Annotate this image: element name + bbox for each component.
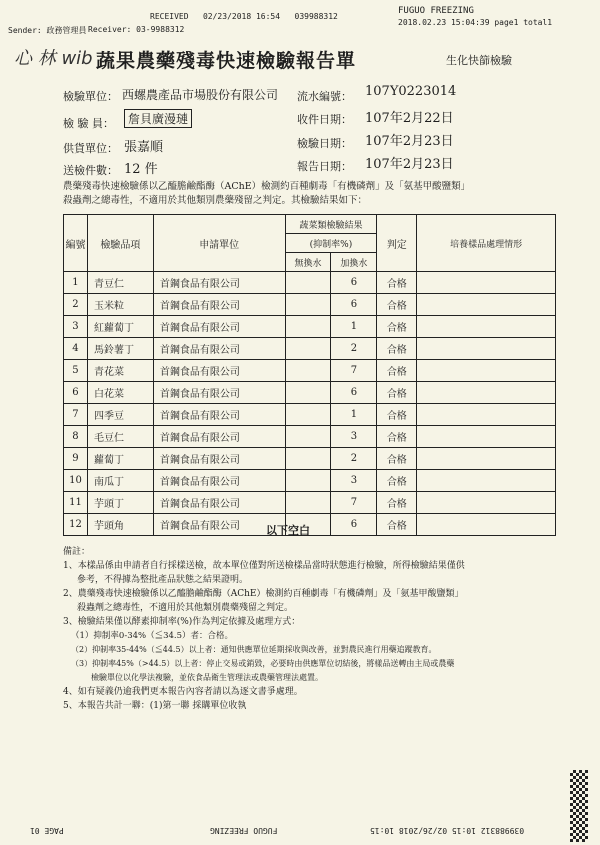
report-title: 蔬果農藥殘毒快速檢驗報告單	[96, 50, 357, 72]
row-no-water	[285, 338, 331, 360]
header-action: 培養樣品處理情形	[417, 215, 556, 272]
unit-label: 檢驗單位：	[63, 90, 118, 103]
row-item: 毛豆仁	[87, 426, 153, 448]
row-no: 12	[64, 514, 88, 536]
row-water: 2	[331, 338, 377, 360]
table-row	[64, 492, 556, 514]
row-action	[417, 360, 556, 382]
table-row	[64, 338, 556, 360]
row-action	[417, 426, 556, 448]
row-water: 6	[331, 514, 377, 536]
header-applicant: 申請單位	[153, 215, 285, 272]
tested-date-label: 檢驗日期：	[297, 137, 352, 150]
row-no: 11	[64, 492, 88, 514]
row-action	[417, 294, 556, 316]
footer-stamp: 039988312 10:15 02/26/2018 10:15	[370, 826, 525, 835]
row-no: 8	[64, 426, 88, 448]
row-applicant: 首鋼食品有限公司	[153, 382, 285, 404]
serial-label: 流水編號：	[297, 90, 352, 103]
row-no: 9	[64, 448, 88, 470]
row-verdict: 合格	[377, 492, 417, 514]
row-no: 3	[64, 316, 88, 338]
row-action	[417, 492, 556, 514]
row-item: 紅蘿蔔丁	[87, 316, 153, 338]
row-no-water	[285, 294, 331, 316]
row-water: 6	[331, 294, 377, 316]
table-row	[64, 426, 556, 448]
table-row	[64, 404, 556, 426]
note-3: 3、檢驗結果僅以酵素抑制率(%)作為判定依據及處理方式：	[63, 617, 301, 627]
row-applicant: 首鋼食品有限公司	[153, 294, 285, 316]
header-water: 加換水	[331, 253, 377, 272]
row-verdict: 合格	[377, 338, 417, 360]
row-water: 1	[331, 316, 377, 338]
row-action	[417, 316, 556, 338]
row-verdict: 合格	[377, 514, 417, 536]
row-action	[417, 338, 556, 360]
supplier-value: 張嘉順	[124, 140, 164, 155]
row-item: 芋頭角	[87, 514, 153, 536]
supplier-label: 供貨單位：	[63, 142, 118, 155]
received-date-label: 收件日期：	[297, 113, 352, 126]
fax-received-stamp	[150, 12, 338, 21]
row-no-water	[285, 382, 331, 404]
row-applicant: 首鋼食品有限公司	[153, 426, 285, 448]
note-5: 5、本報告共計一聯：(1)第一聯 採購單位收執	[63, 701, 247, 711]
row-applicant: 首鋼食品有限公司	[153, 448, 285, 470]
blank-below-note: 以下空白	[266, 524, 310, 537]
row-action	[417, 470, 556, 492]
row-water: 2	[331, 448, 377, 470]
row-applicant: 首鋼食品有限公司	[153, 360, 285, 382]
row-water: 3	[331, 470, 377, 492]
row-water: 7	[331, 360, 377, 382]
note-3b: （2）抑制率35-44%（≦44.5）以上者：通知供應單位延期採收與改善，並對農民進行用藥追蹤教育。	[71, 645, 437, 654]
row-water: 6	[331, 272, 377, 294]
row-action	[417, 448, 556, 470]
intro-line-2: 殺蟲劑之總毒性，不適用於其他類別農藥殘留之判定。其檢驗結果如下：	[63, 195, 368, 206]
row-action	[417, 382, 556, 404]
count-value: 12 件	[124, 162, 158, 177]
inspector-stamp: 詹貝廣漫璉	[124, 109, 192, 128]
intro-line-1: 農藥殘毒快速檢驗係以乙醯膽鹼酯酶（AChE）檢測約百種劇毒「有機磷劑」及「氨基甲酸鹽類」	[63, 181, 471, 192]
row-item: 青花菜	[87, 360, 153, 382]
row-item: 四季豆	[87, 404, 153, 426]
row-no-water	[285, 426, 331, 448]
note-4: 4、如有疑義仍逾我們更本報告內容者請以為逐文書爭處理。	[63, 687, 303, 697]
footer-brand: FUGUO FREEZING	[210, 826, 278, 835]
table-row	[64, 448, 556, 470]
row-action	[417, 404, 556, 426]
fax-brand: FUGUO FREEZING	[398, 6, 474, 16]
fax-page-info: 2018.02.23 15:04:39 page1 total1	[398, 18, 553, 27]
row-no: 10	[64, 470, 88, 492]
row-no-water	[285, 272, 331, 294]
row-action	[417, 272, 556, 294]
row-verdict: 合格	[377, 316, 417, 338]
row-no: 5	[64, 360, 88, 382]
fax-corner-pattern	[570, 770, 588, 842]
note-2: 2、農藥殘毒快速檢驗係以乙醯膽鹼酯酶（AChE）檢測約百種劇毒「有機磷劑」及「氨基甲酸鹽類」	[63, 589, 464, 599]
footer-page: PAGE 01	[30, 826, 64, 835]
report-date-label: 報告日期：	[297, 160, 352, 173]
row-applicant: 首鋼食品有限公司	[153, 316, 285, 338]
table-header-row	[64, 215, 556, 234]
row-water: 3	[331, 426, 377, 448]
table-row	[64, 360, 556, 382]
header-inhibition: (抑制率%)	[285, 234, 377, 253]
header-verdict: 判定	[377, 215, 417, 272]
row-applicant: 首鋼食品有限公司	[153, 470, 285, 492]
row-no: 6	[64, 382, 88, 404]
table-row	[64, 272, 556, 294]
row-verdict: 合格	[377, 448, 417, 470]
row-action	[417, 514, 556, 536]
row-applicant: 首鋼食品有限公司	[153, 272, 285, 294]
row-no-water	[285, 360, 331, 382]
row-verdict: 合格	[377, 404, 417, 426]
fax-receiver: Receiver: 03-9988312	[88, 25, 185, 34]
notes-section	[63, 545, 563, 713]
row-no: 2	[64, 294, 88, 316]
row-water: 1	[331, 404, 377, 426]
row-no-water	[285, 316, 331, 338]
header-no-water: 無換水	[285, 253, 331, 272]
row-verdict: 合格	[377, 294, 417, 316]
row-no-water	[285, 448, 331, 470]
row-verdict: 合格	[377, 272, 417, 294]
row-no-water	[285, 492, 331, 514]
row-applicant: 首鋼食品有限公司	[153, 492, 285, 514]
row-applicant: 首鋼食品有限公司	[153, 514, 285, 536]
report-date-value: 107年2月23日	[365, 157, 454, 172]
notes-title: 備註：	[63, 547, 91, 557]
row-water: 6	[331, 382, 377, 404]
row-item: 蘿蔔丁	[87, 448, 153, 470]
table-row	[64, 316, 556, 338]
table-row	[64, 382, 556, 404]
received-date-value: 107年2月22日	[365, 111, 454, 126]
row-verdict: 合格	[377, 382, 417, 404]
note-1: 1、本樣品係由申請者自行採樣送檢，故本單位僅對所送檢樣品當時狀態進行檢驗，所得檢驗結果僅供	[63, 561, 465, 571]
row-no-water	[285, 470, 331, 492]
row-item: 芋頭丁	[87, 492, 153, 514]
row-item: 南瓜丁	[87, 470, 153, 492]
row-verdict: 合格	[377, 470, 417, 492]
serial-value: 107Y0223014	[365, 84, 457, 99]
header-no: 編號	[64, 215, 88, 272]
row-item: 玉米粒	[87, 294, 153, 316]
table-row	[64, 470, 556, 492]
received-label: RECEIVED	[150, 12, 189, 21]
count-label: 送檢件數：	[63, 164, 118, 177]
tested-date-value: 107年2月23日	[365, 134, 454, 149]
header-item: 檢驗品項	[87, 215, 153, 272]
row-no: 7	[64, 404, 88, 426]
note-3c-cont: 檢驗單位以化學法複驗，並依食品衛生管理法或農藥管理法處置。	[91, 673, 323, 682]
row-applicant: 首鋼食品有限公司	[153, 338, 285, 360]
received-datetime: 02/23/2018 16:54	[202, 12, 281, 21]
row-item: 白花菜	[87, 382, 153, 404]
handwritten-mark: 心 林 wib	[14, 48, 93, 69]
row-item: 青豆仁	[87, 272, 153, 294]
row-no: 4	[64, 338, 88, 360]
row-verdict: 合格	[377, 360, 417, 382]
note-3c: （3）抑制率45%（>44.5）以上者：停止交易或銷毀，必要時由供應單位切結後，將樣品送轉由主局或農藥	[71, 659, 455, 668]
row-water: 7	[331, 492, 377, 514]
results-table	[63, 214, 556, 536]
row-no: 1	[64, 272, 88, 294]
note-2-cont: 殺蟲劑之總毒性，不適用於其他類別農藥殘留之判定。	[77, 603, 294, 613]
row-applicant: 首鋼食品有限公司	[153, 404, 285, 426]
header-result-group: 蔬菜類檢驗結果	[285, 215, 377, 234]
note-1-cont: 參考，不得據為整批產品狀態之結果證明。	[77, 575, 249, 585]
method-label: 生化快篩檢驗	[446, 54, 512, 67]
intro-text	[63, 180, 470, 208]
table-row	[64, 294, 556, 316]
fax-sender: Sender: 政務管理員	[8, 26, 87, 35]
note-3a: （1）抑制率0-34%（≦34.5）者：合格。	[71, 631, 234, 641]
row-no-water	[285, 404, 331, 426]
inspector-label: 檢 驗 員：	[63, 117, 114, 130]
unit-value: 西螺農產品市場股份有限公司	[122, 88, 279, 102]
row-verdict: 合格	[377, 426, 417, 448]
received-number: 039988312	[294, 12, 338, 21]
row-item: 馬鈴薯丁	[87, 338, 153, 360]
